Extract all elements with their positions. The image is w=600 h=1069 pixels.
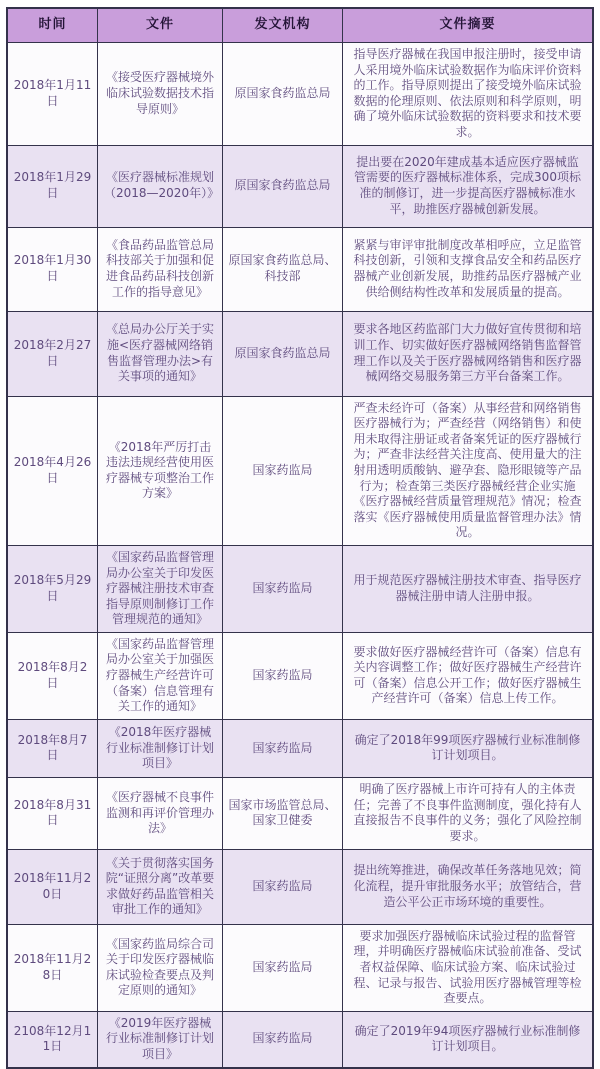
cell-date: 2018年8月7日: [8, 720, 98, 777]
cell-date: 2018年8月31日: [8, 778, 98, 849]
cell-agency: 原国家食药监总局: [223, 312, 343, 396]
cell-document: 《医疗器械标准规划（2018—2020年）》: [98, 146, 223, 227]
cell-date: 2108年12月11日: [8, 1012, 98, 1067]
cell-date: 2018年5月29日: [8, 546, 98, 632]
cell-summary: 确定了2018年99项医疗器械行业标准制修订计划项目。: [354, 732, 581, 763]
cell-document: 《2018年医疗器械行业标准制修订计划项目》: [98, 720, 223, 777]
table-row: [8, 146, 592, 228]
cell-agency: 原国家食药监总局: [223, 146, 343, 227]
table-row: [8, 778, 592, 850]
cell-agency: 国家药监局: [223, 925, 343, 1011]
cell-document: 《2018年严厉打击违法违规经营使用医疗器械专项整治工作方案》: [98, 397, 223, 545]
table-row: [8, 228, 592, 312]
cell-document: 《总局办公厅关于实施<医疗器械网络销售监督管理办法>有关事项的通知》: [98, 312, 223, 396]
table-row: [8, 312, 592, 397]
cell-summary: 严查未经许可（备案）从事经营和网络销售医疗器械行为；严查经营（网络销售）和使用未取得注册证或者备案凭证的医疗器械行为；严查非法经营关注度高、使用量大的注射用透明质酸钠、避孕套、隐形眼镜等产品行为；检查第三类医疗器械经营企业实施《医疗器械经营质量管理规范》情况；检查落实《医疗器械使用质量监督管理办法》情况。: [353, 400, 582, 540]
table-row: [8, 546, 592, 633]
cell-document: 《医疗器械不良事件监测和再评价管理办法》: [98, 778, 223, 849]
cell-date: 2018年11月28日: [8, 925, 98, 1011]
cell-agency: 国家药监局: [223, 1012, 343, 1067]
cell-summary: 明确了医疗器械上市许可持有人的主体责任；完善了不良事件监测制度，强化持有人直接报告不良事件的义务；强化了风险控制要求。: [353, 782, 582, 843]
header-cell-agency: 发文机构: [223, 9, 343, 42]
cell-summary: 要求做好医疗器械经营许可（备案）信息有关内容调整工作；做好医疗器械生产经营许可（备案）信息公开工作；做好医疗器械生产经营许可（备案）信息上传工作。: [353, 644, 582, 706]
cell-summary: 提出统筹推进，确保改革任务落地见效；简化流程，提升审批服务水平；放管结合，营造公平公正市场环境的重要性。: [353, 863, 582, 909]
cell-agency: 原国家食药监总局、科技部: [223, 228, 343, 311]
cell-agency: 国家药监局: [223, 546, 343, 632]
cell-summary: 要求各地区药监部门大力做好宣传贯彻和培训工作、切实做好医疗器械网络销售监督管理工作以及关于医疗器械网络销售和医疗器械网络交易服务第三方平台备案工作。: [353, 322, 582, 384]
header-cell-time: 时间: [8, 9, 98, 42]
table-row: [8, 1012, 592, 1067]
table-row: [8, 925, 592, 1012]
table-row: [8, 850, 592, 925]
cell-summary: 提出要在2020年建成基本适应医疗器械监管需要的医疗器械标准体系，完成300项标准的制修订，进一步提高医疗器械标准水平，助推医疗器械创新发展。: [354, 154, 581, 216]
cell-document: 《国家药品监督管理局办公室关于加强医疗器械生产经营许可（备案）信息管理有关工作的通知》: [98, 633, 223, 719]
cell-date: 2018年11月20日: [8, 850, 98, 924]
cell-summary: 指导医疗器械在我国申报注册时，接受申请人采用境外临床试验数据作为临床评价资料的工作。指导原则提出了接受境外临床试验数据的伦理原则、依法原则和科学原则，明确了境外临床试验数据的资料要求和技术要求。: [353, 47, 582, 139]
cell-agency: 国家药监局: [223, 397, 343, 545]
cell-summary: 要求加强医疗器械临床试验过程的监督管理，并明确医疗器械临床试验前准备、受试者权益保障、临床试验方案、临床试验过程、记录与报告、试验用医疗器械管理等检查要点。: [353, 928, 582, 1006]
cell-date: 2018年1月29日: [8, 146, 98, 227]
table-row: [8, 43, 592, 146]
header-cell-summary: 文件摘要: [439, 17, 496, 33]
cell-document: 《2019年医疗器械行业标准制修订计划项目》: [98, 1012, 223, 1067]
cell-agency: 国家药监局: [223, 720, 343, 777]
policy-table: [6, 7, 594, 1069]
cell-document: 《国家药品监督管理局办公室关于印发医疗器械注册技术审查指导原则制修订工作管理规范的通知》: [98, 546, 223, 632]
cell-document: 《接受医疗器械境外临床试验数据技术指导原则》: [98, 43, 223, 145]
cell-date: 2018年1月30日: [8, 228, 98, 311]
cell-agency: 原国家食药监总局: [223, 43, 343, 145]
cell-date: 2018年8月2日: [8, 633, 98, 719]
cell-summary: 紧紧与审评审批制度改革相呼应，立足监管科技创新，引领和支撑食品安全和药品医疗器械产业创新发展，助推药品医疗器械产业供给侧结构性改革和发展质量的提高。: [353, 237, 582, 299]
table-row: [8, 397, 592, 546]
cell-agency: 国家药监局: [223, 850, 343, 924]
cell-date: 2018年2月27日: [8, 312, 98, 396]
table-row: [8, 720, 592, 778]
cell-date: 2018年4月26日: [8, 397, 98, 545]
cell-summary: 确定了2019年94项医疗器械行业标准制修订计划项目。: [354, 1023, 581, 1054]
cell-document: 《国家药监局综合司关于印发医疗器械临床试验检查要点及判定原则的通知》: [98, 925, 223, 1011]
cell-document: 《食品药品监管总局科技部关于加强和促进食品药品科技创新工作的指导意见》: [98, 228, 223, 311]
header-cell-document: 文件: [98, 9, 223, 42]
table-header-row: [8, 9, 592, 43]
cell-document: 《关于贯彻落实国务院“证照分离”改革要求做好药品监管相关审批工作的通知》: [98, 850, 223, 924]
cell-agency: 国家市场监管总局、国家卫健委: [223, 778, 343, 849]
cell-summary: 用于规范医疗器械注册技术审查、指导医疗器械注册申请人注册申报。: [353, 573, 582, 603]
cell-agency: 国家药监局: [223, 633, 343, 719]
cell-date: 2018年1月11日: [8, 43, 98, 145]
table-row: [8, 633, 592, 720]
